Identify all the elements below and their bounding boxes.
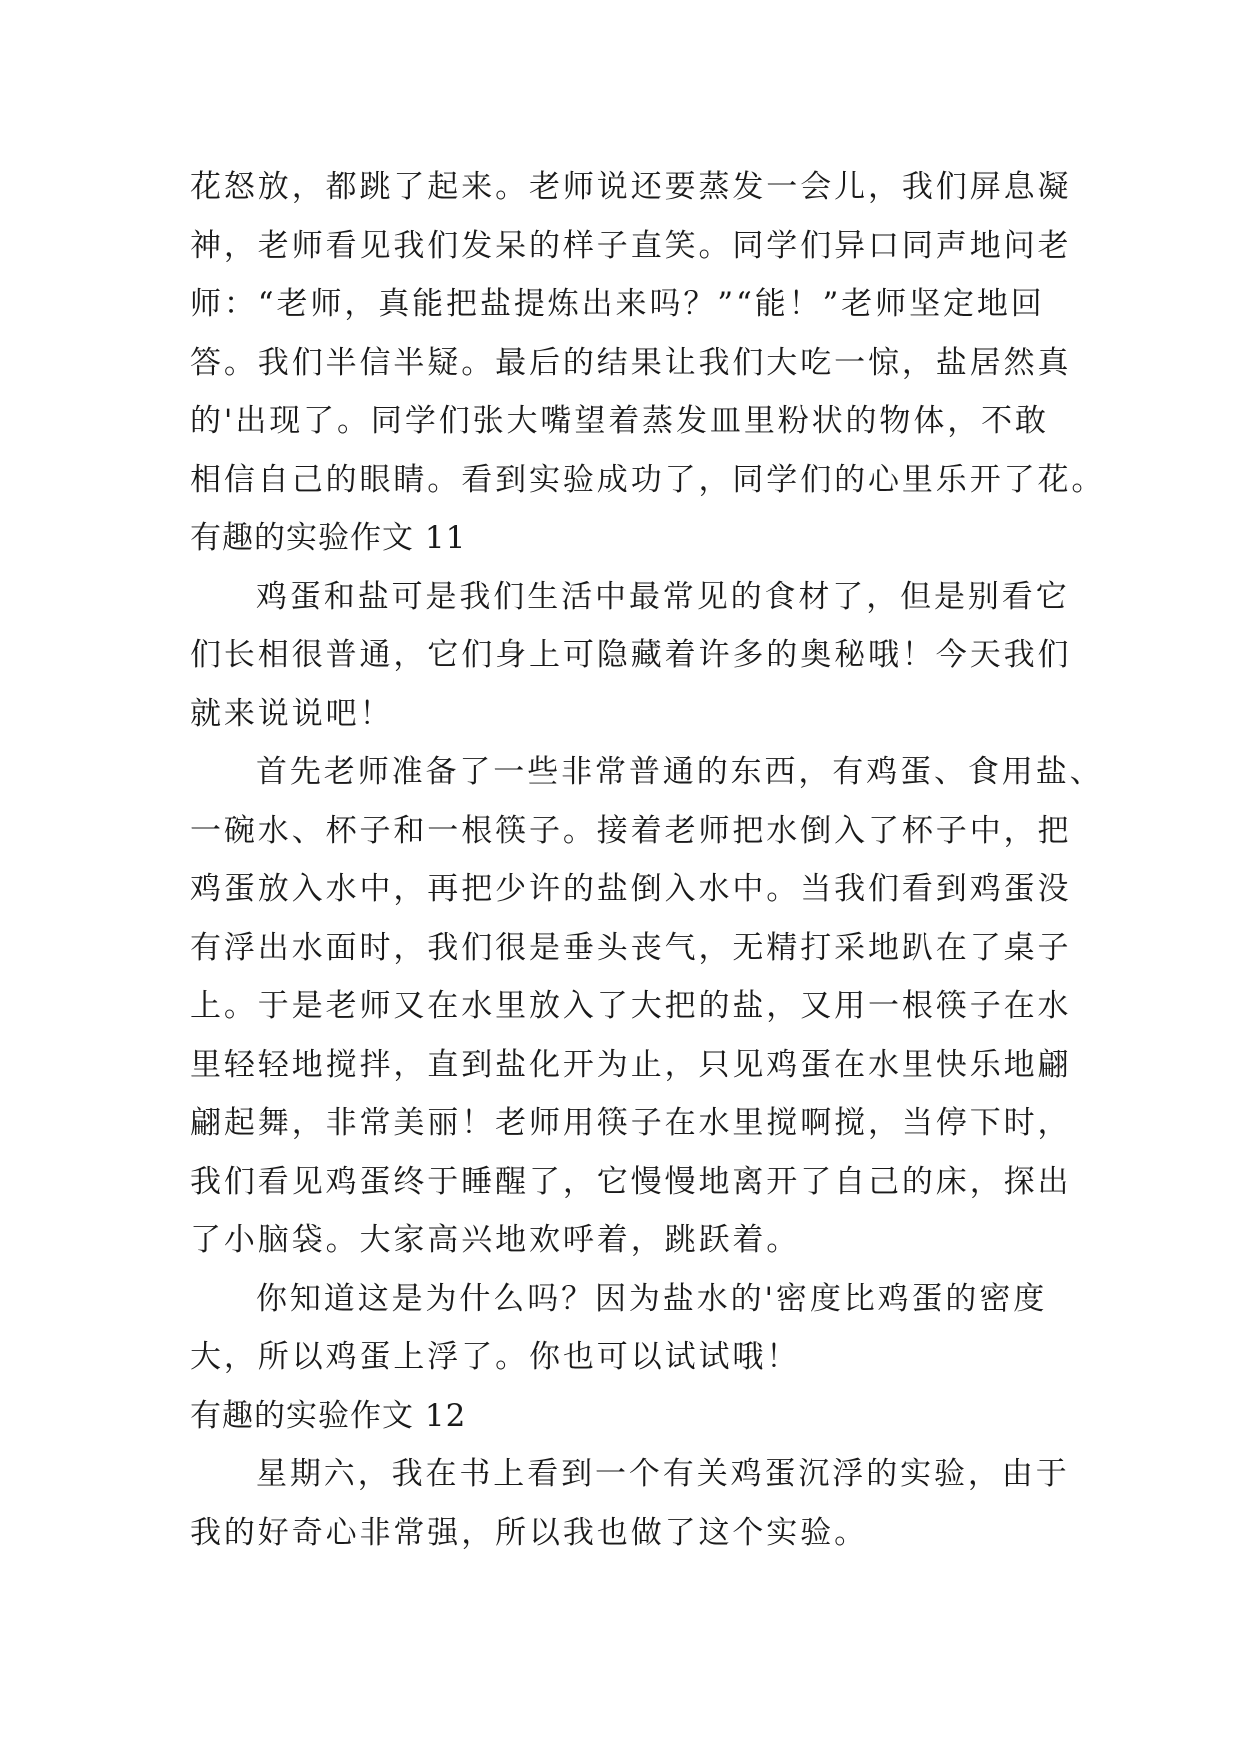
text-line: 鸡蛋和盐可是我们生活中最常见的食材了，但是别看它 <box>256 578 1070 615</box>
text-line: 星期六，我在书上看到一个有关鸡蛋沉浮的实验，由于 <box>256 1456 1070 1492</box>
text-line: 花怒放，都跳了起来。老师说还要蒸发一会儿，我们屏息凝 <box>190 169 1072 205</box>
section-heading: 有趣的实验作文 12 <box>190 1397 467 1434</box>
text-line: 神，老师看见我们发呆的样子直笑。同学们异口同声地问老 <box>190 227 1072 264</box>
text-line: 相信自己的眼睛。看到实验成功了，同学们的心里乐开了花。 <box>190 461 1106 498</box>
text-line: 一碗水、杯子和一根筷子。接着老师把水倒入了杯子中，把 <box>190 812 1072 849</box>
text-line: 了小脑袋。大家高兴地欢呼着，跳跃着。 <box>190 1222 801 1258</box>
text-line: 我们看见鸡蛋终于睡醒了，它慢慢地离开了自己的床，探出 <box>190 1163 1072 1200</box>
text-line: 首先老师准备了一些非常普通的东西，有鸡蛋、食用盐、 <box>256 754 1104 790</box>
text-line: 师：“老师，真能把盐提炼出来吗？”“能！”老师坚定地回 <box>190 286 1045 322</box>
text-line: 鸡蛋放入水中，再把少许的盐倒入水中。当我们看到鸡蛋没 <box>190 871 1072 907</box>
text-line: 有浮出水面时，我们很是垂头丧气，无精打采地趴在了桌子 <box>190 929 1072 966</box>
text-line: 我的好奇心非常强，所以我也做了这个实验。 <box>190 1514 868 1551</box>
text-line: 翩起舞，非常美丽！老师用筷子在水里搅啊搅，当停下时， <box>190 1105 1072 1141</box>
document-body <box>190 158 1106 1562</box>
text-line: 你知道这是为什么吗？因为盐水的'密度比鸡蛋的密度 <box>256 1280 1048 1317</box>
section-heading: 有趣的实验作文 11 <box>190 520 467 556</box>
text-line: 上。于是老师又在水里放入了大把的盐，又用一根筷子在水 <box>190 988 1072 1024</box>
text-line: 的'出现了。同学们张大嘴望着蒸发皿里粉状的物体，不敢 <box>190 403 1049 439</box>
text-line: 里轻轻地搅拌，直到盐化开为止，只见鸡蛋在水里快乐地翩 <box>190 1046 1072 1083</box>
text-line: 们长相很普通，它们身上可隐藏着许多的奥秘哦！今天我们 <box>190 637 1072 673</box>
text-line: 答。我们半信半疑。最后的结果让我们大吃一惊，盐居然真 <box>190 344 1072 381</box>
text-line: 就来说说吧！ <box>190 695 394 732</box>
text-line: 大，所以鸡蛋上浮了。你也可以试试哦！ <box>190 1339 801 1375</box>
